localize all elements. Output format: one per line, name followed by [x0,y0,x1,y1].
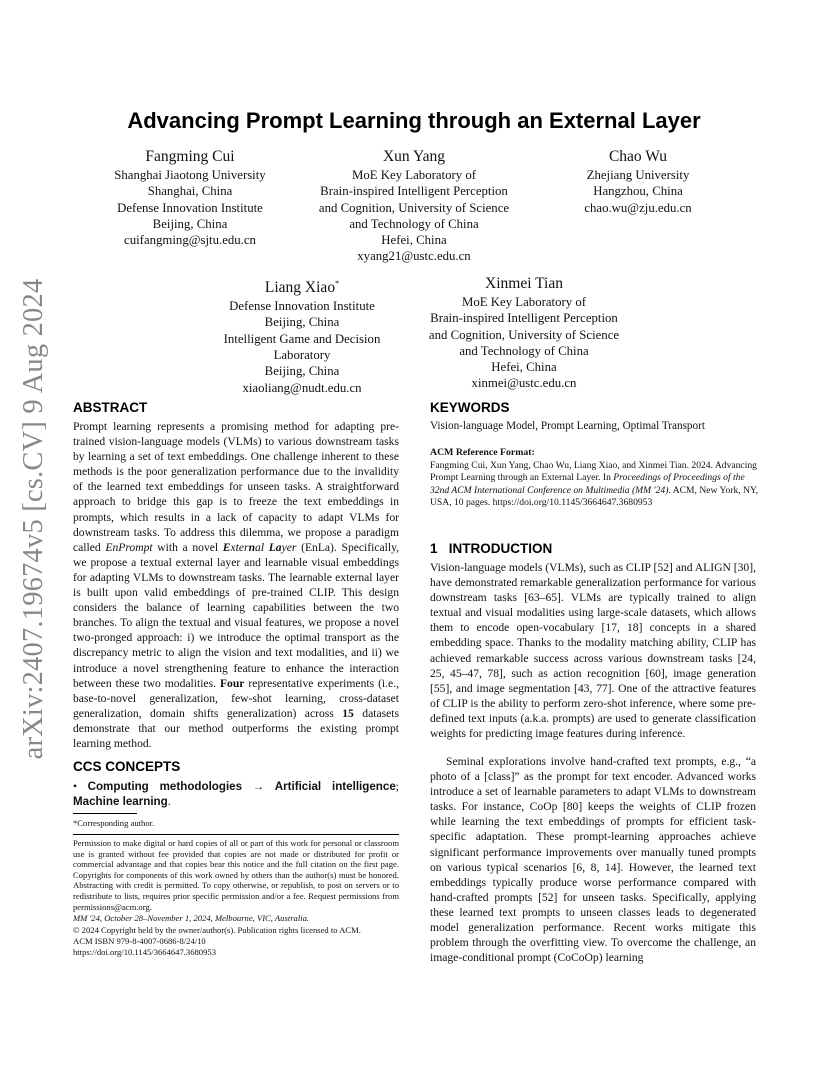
author-affiliation: Hefei, China [381,233,447,248]
author-name: Xun Yang [382,148,445,165]
reference-format-heading: ACM Reference Format: [430,447,535,458]
arxiv-identifier: arXiv:2407.19674v5 [cs.CV] 9 Aug 2024 [18,278,49,760]
introduction-paragraph: Vision-language models (VLMs), such as CLIP [52] and ALIGN [30], have demonstrated remarkable generalization performance for various downstream tasks [63–65]. VLMs are typically trained to align textual and visual modalities using large-scale datasets, which allows them to encode open-vocabulary [17, 18] concepts in a shared embedding space. Thanks to the modality matching ability, CLIP has achieved remarkable success across various downstream tasks [24, 25, 45–47, 78], such as action recognition [60], image generation [55], and image segmentation [43, 77]. One of the attractive features of CLIP is the ability to perform zero-shot inference, where some pre-defined text inputs (a.k.a. prompts) are used to generate classification weights for predicting image features during inference. [430,561,756,741]
permission-rule [73,834,399,835]
author-affiliation: and Technology of China [459,343,589,358]
keywords-heading: KEYWORDS [430,400,510,415]
author-block [200,275,404,396]
author-affiliation: Shanghai, China [147,184,233,199]
author-affiliation: Zhejiang University [586,168,690,182]
author-name: Fangming Cui [145,148,235,165]
paper-title: Advancing Prompt Learning through an External Layer [127,108,701,133]
author-block [95,148,285,248]
author-affiliation: Hefei, China [491,360,557,375]
author-affiliation: Brain-inspired Intelligent Perception [430,311,618,326]
author-affiliation: Beijing, China [152,216,228,231]
author-affiliation: Beijing, China [264,364,340,379]
author-affiliation: Laboratory [273,348,331,363]
author-email: xiaoliang@nudt.edu.cn [242,380,362,395]
footnote-rule [73,813,137,814]
conference-info: MM '24, October 28–November 1, 2024, Melbourne, VIC, Australia. [73,913,310,923]
author-name: Xinmei Tian [485,275,563,292]
author-affiliation: Brain-inspired Intelligent Perception [320,184,508,199]
author-email: cuifangming@sjtu.edu.cn [124,233,256,248]
isbn: ACM ISBN 979-8-4007-0686-8/24/10 [73,936,206,946]
author-affiliation: Defense Innovation Institute [229,299,375,314]
author-name: Chao Wu [608,148,668,165]
author-affiliation: MoE Key Laboratory of [351,168,477,182]
author-affiliation: Hangzhou, China [593,184,683,199]
corresponding-mark: * [335,279,340,288]
author-block [548,148,728,216]
author-affiliation: and Cognition, University of Science [428,327,620,342]
author-email: xyang21@ustc.edu.cn [357,249,471,264]
author-name: Liang Xiao* [264,279,340,297]
author-block [296,148,532,265]
author-affiliation: and Technology of China [349,216,479,231]
author-affiliation: Shanghai Jiaotong University [114,168,266,182]
reference-format-text: Fangming Cui, Xun Yang, Chao Wu, Liang Xiao, and Xinmei Tian. 2024. Advancing Prompt Learning through an External Layer. In Proceedings of Proceedings of the 32nd ACM International Conference on Multimedia (MM '24). ACM, New York, NY, USA, 10 pages. https://doi.org/10.1145/3664647.3680953 [430,460,759,509]
ccs-concepts: • Computing methodologies → Artificial intelligence; Machine learning. [73,780,400,809]
author-affiliation: MoE Key Laboratory of [461,295,587,309]
introduction-paragraph: Seminal explorations involve hand-crafted text prompts, e.g., “a photo of a [class]” as the prompt for text encoder. Advanced works introduce a set of learnable parameters to adapt VLMs to downstream tasks. For instance, CoOp [80] keeps the weights of CLIP frozen while learning the text embeddings of prompts for efficient task-specific adaptation. These prompt-learning approaches achieve significant performance improvements over manually tuned prompts on various typical scenarios [6, 8, 14]. However, the learned text embeddings typically produce worse performance compared with hand-crafted prompts [52] for unseen tasks. Specifically, applying these learned text prompts to unseen classes leads to degenerated model generalization performance. Recent works mitigate this problem through the overfitting view. To overcome the challenge, an image-conditional prompt (CoCoOp) learning [430,755,756,965]
author-affiliation: Defense Innovation Institute [117,200,263,215]
introduction-heading: 1 INTRODUCTION [430,541,553,556]
keywords-text: Vision-language Model, Prompt Learning, Optimal Transport [430,420,705,432]
author-affiliation: and Cognition, University of Science [318,200,510,215]
copyright: © 2024 Copyright held by the owner/author(s). Publication rights licensed to ACM. [73,925,361,935]
abstract-text: Prompt learning represents a promising method for adapting pre-trained vision-language models (VLMs) to various downstream tasks by learning a set of text embeddings. One challenge inherent to these methods is the poor generalization performance due to the invalidity of the learned text embeddings for unseen tasks. A straightforward approach to bridge this gap is to freeze the text embeddings in prompts, which results in a lack of capacity to adapt VLMs for downstream tasks. To address this dilemma, we propose a paradigm called EnPrompt with a novel External Layer (EnLa). Specifically, we propose a textual external layer and learnable visual embeddings for adapting VLMs to downstream tasks. The learnable external layer is built upon valid embeddings of pre-trained CLIP. This design considers the balance of learning capabilities between the two branches. To align the textual and visual features, we propose a novel two-pronged approach: i) we introduce the optimal transport as the discrepancy metric to align the vision and text modalities, and ii) we introduce a novel strengthening feature to enhance the interaction between these two modalities. Four representative experiments (i.e., base-to-novel generalization, few-shot learning, cross-dataset generalization, domain shifts generalization) across 15 datasets demonstrate that our method outperforms the existing prompt learning method. [73,420,400,750]
abstract-heading: ABSTRACT [73,400,148,415]
author-affiliation: Intelligent Game and Decision [223,331,381,346]
corresponding-footnote: *Corresponding author. [73,818,155,828]
permission-notice: Permission to make digital or hard copies of all or part of this work for personal or classroom use is granted without fee provided that copies are not made or distributed for profit or commercial advantage and that copies bear this notice and the full citation on the first page. Copyrights for components of this work owned by others than the author(s) must be honored. Abstracting with credit is permitted. To copy otherwise, or republish, to post on servers or to redistribute to lists, requires prior specific permission and/or a fee. Request permissions from permissions@acm.org. [73,838,399,912]
ccs-heading: CCS CONCEPTS [73,759,181,774]
doi-link[interactable]: https://doi.org/10.1145/3664647.3680953 [73,947,216,957]
author-block [406,275,642,392]
author-email: chao.wu@zju.edu.cn [584,200,692,215]
author-email: xinmei@ustc.edu.cn [471,376,577,391]
author-affiliation: Beijing, China [264,315,340,330]
